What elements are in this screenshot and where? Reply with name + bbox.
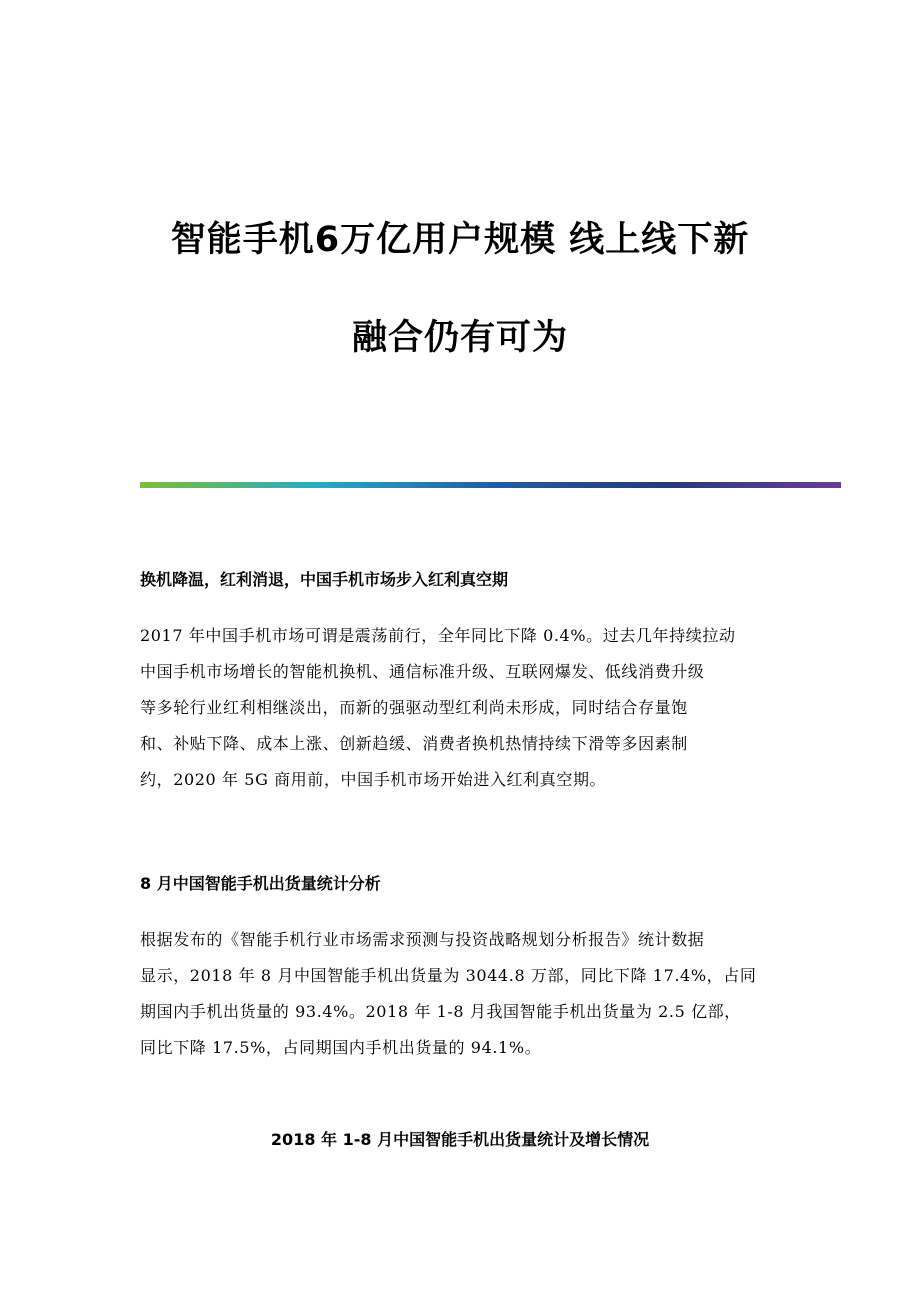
paragraph-line: 显示，2018 年 8 月中国智能手机出货量为 3044.8 万部，同比下降 17.4%，占同 [140,966,757,985]
paragraph-line: 约，2020 年 5G 商用前，中国手机市场开始进入红利真空期。 [140,770,607,789]
paragraph-line: 等多轮行业红利相继淡出，而新的强驱动型红利尚未形成，同时结合存量饱 [140,698,688,717]
document-title-line-2: 融合仍有可为 [351,318,568,358]
section-heading-2: 8 月中国智能手机出货量统计分析 [140,874,381,893]
paragraph-line: 同比下降 17.5%，占同期国内手机出货量的 94.1%。 [140,1038,542,1057]
paragraph-line: 中国手机市场增长的智能机换机、通信标准升级、互联网爆发、低线消费升级 [140,662,705,681]
document-title-line-1: 智能手机6万亿用户规模 线上线下新 [170,220,750,260]
section-paragraph-2 [140,922,790,1066]
paragraph-line: 根据发布的《智能手机行业市场需求预测与投资战略规划分析报告》统计数据 [140,930,705,949]
paragraph-line: 和、补贴下降、成本上涨、创新趋缓、消费者换机热情持续下滑等多因素制 [140,734,688,753]
paragraph-line: 2017 年中国手机市场可谓是震荡前行，全年同比下降 0.4%。过去几年持续拉动 [140,626,736,645]
section-paragraph-1 [140,618,790,798]
figure-caption: 2018 年 1-8 月中国智能手机出货量统计及增长情况 [270,1130,650,1149]
gradient-divider [140,482,841,488]
section-heading-1: 换机降温，红利消退，中国手机市场步入红利真空期 [140,570,509,589]
paragraph-line: 期国内手机出货量的 93.4%。2018 年 1-8 月我国智能手机出货量为 2.5 亿部， [140,1002,741,1021]
